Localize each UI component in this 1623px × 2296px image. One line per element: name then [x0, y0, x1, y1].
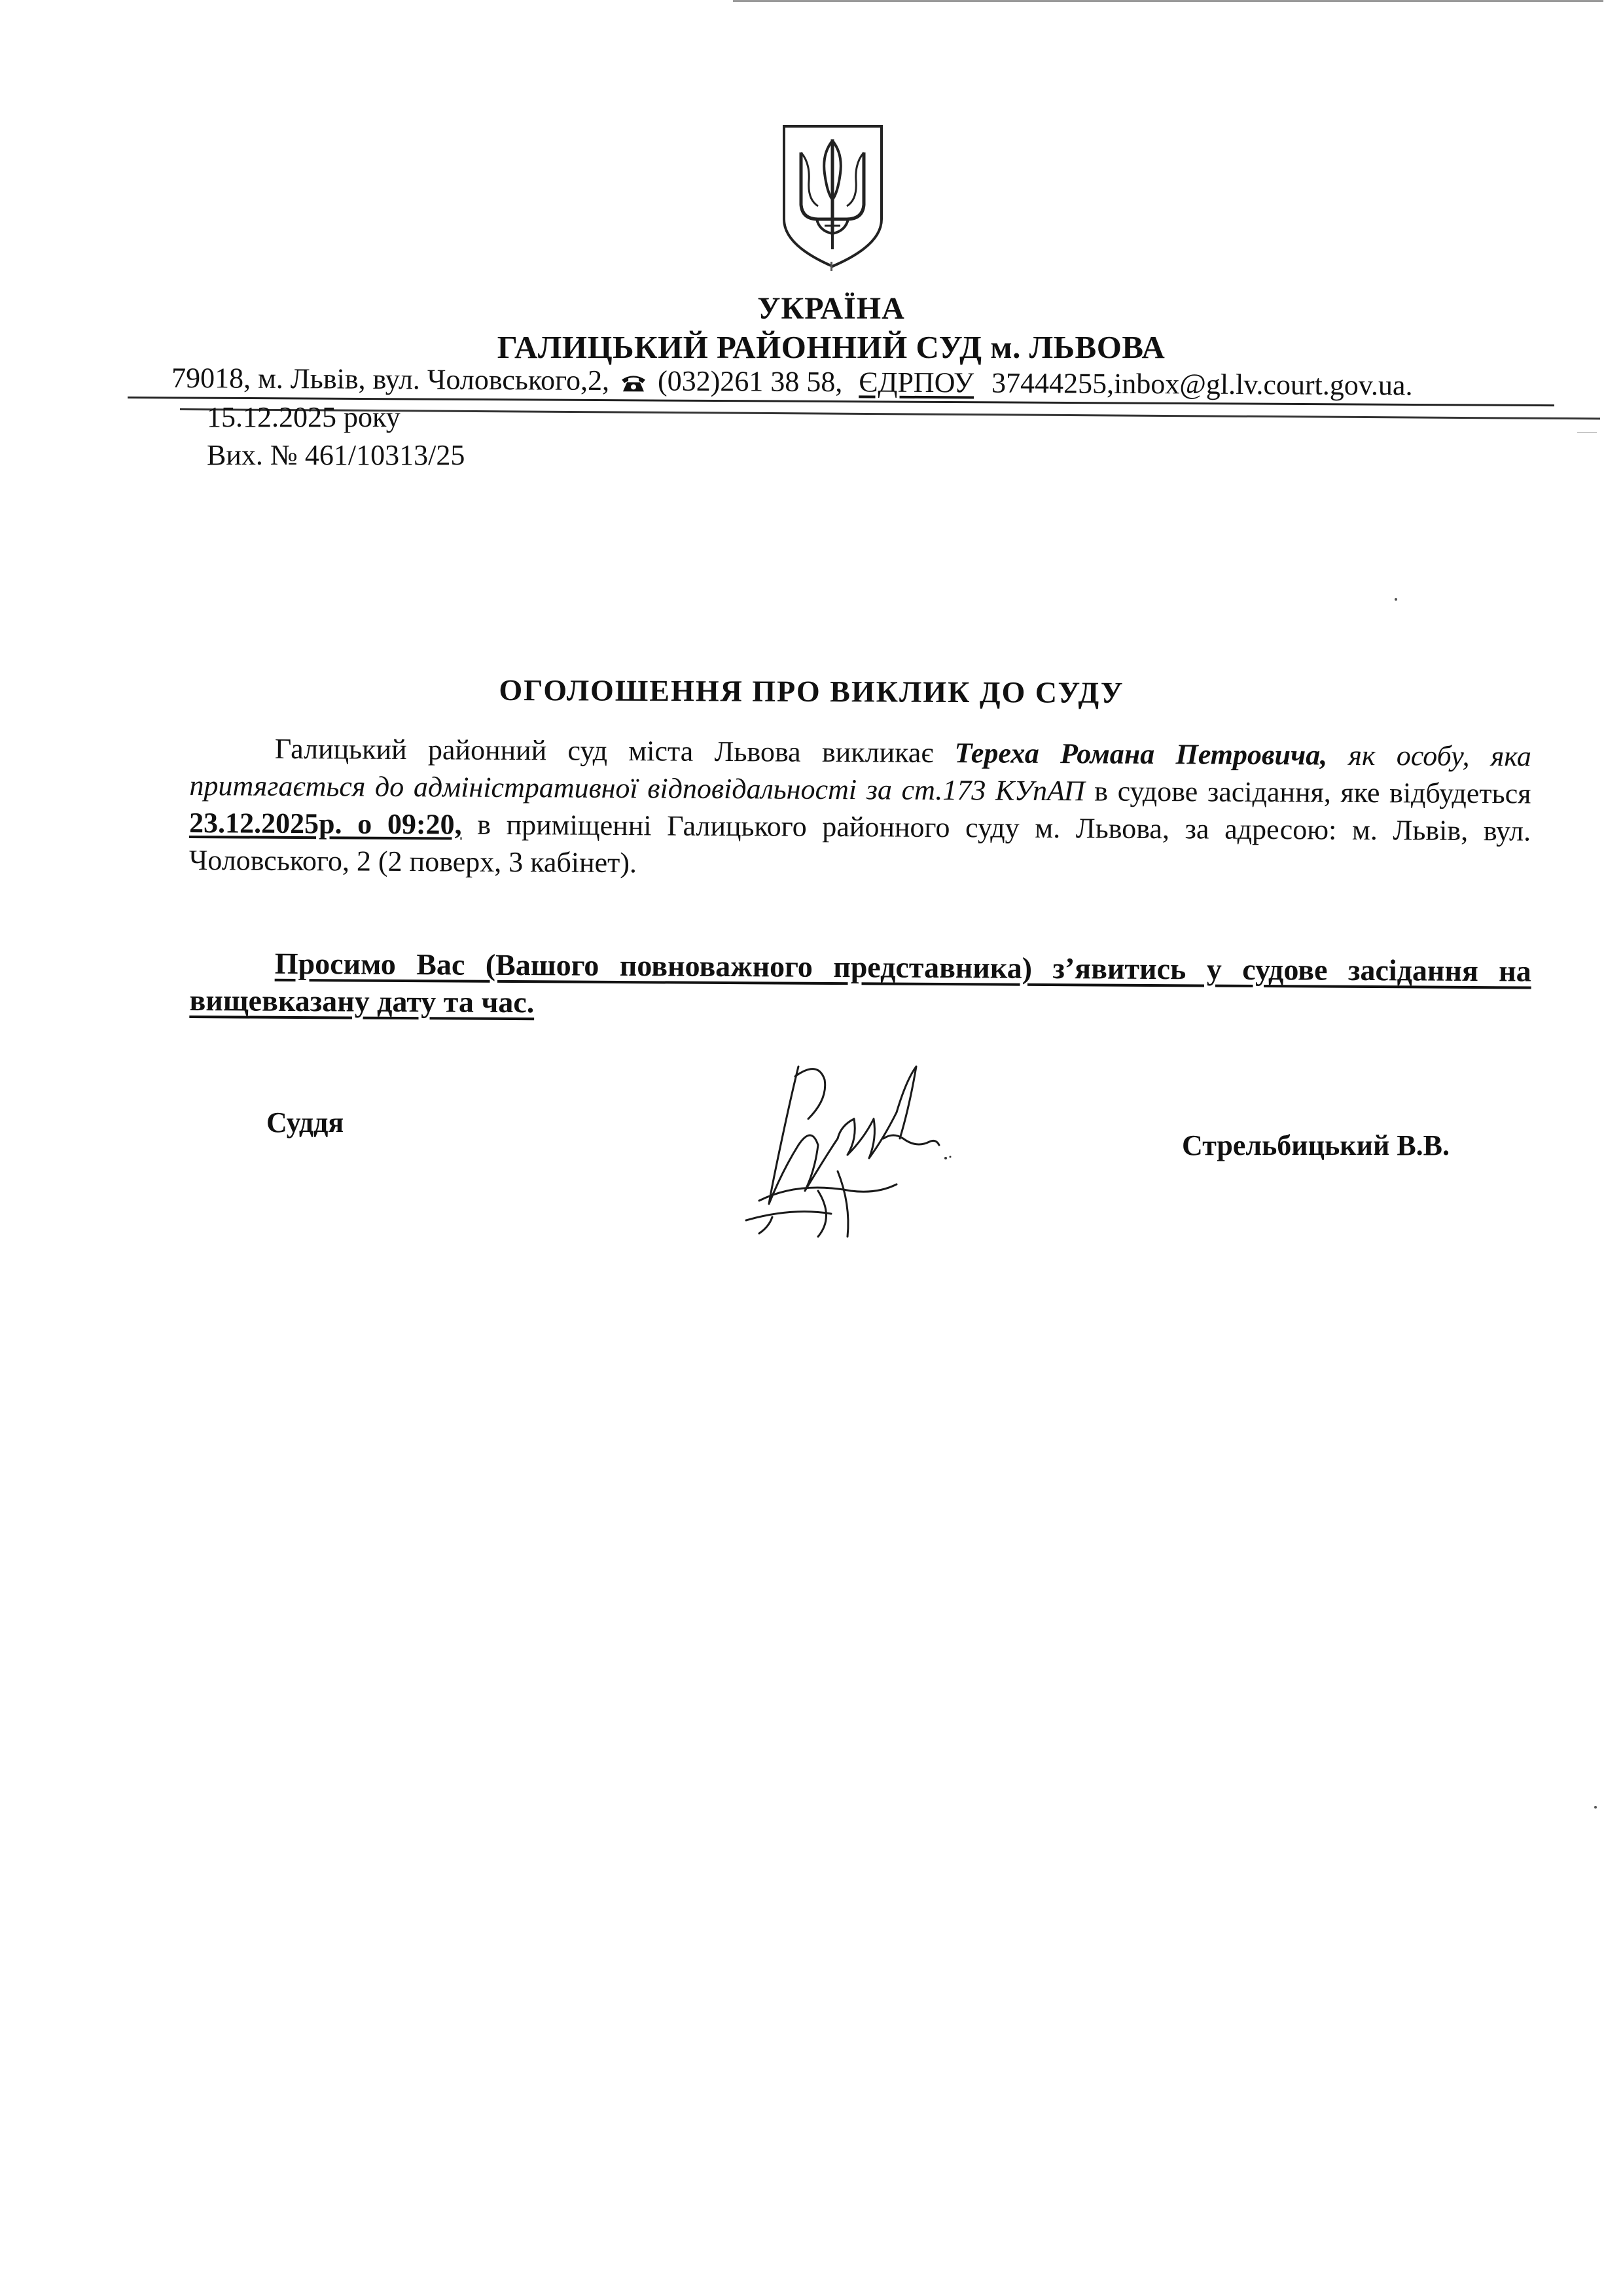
outgoing-number: Вих. № 461/10313/25 [207, 439, 465, 471]
hearing-datetime: 23.12.2025р. о 09:20, [188, 806, 462, 841]
court-address: 79018, м. Львів, вул. Чоловського,2, [171, 362, 610, 397]
country-name: УКРАЇНА [757, 291, 905, 326]
edrpou-email: 37444255,inbox@gl.lv.court.gov.ua. [991, 366, 1413, 402]
summons-mid: в судове засідання, яке відбудеться [1084, 775, 1531, 810]
edrpou-label: ЄДРПОУ [859, 366, 974, 399]
document-date: 15.12.2025 року [207, 401, 401, 433]
scan-dot [1594, 1806, 1597, 1809]
summoned-role: як особу, яка притягається до адміністративної відповідальності за ст.173 КУпАП [189, 739, 1531, 807]
court-name: ГАЛИЦЬКИЙ РАЙОННИЙ СУД м. ЛЬВОВА [497, 329, 1166, 365]
document-title: ОГОЛОШЕННЯ ПРО ВИКЛИК ДО СУДУ [499, 673, 1124, 710]
court-phone: (032)261 38 58, [657, 364, 843, 398]
summoned-person: Тереха Романа Петровича, [954, 737, 1328, 771]
scan-mark [830, 262, 832, 271]
judge-role: Суддя [266, 1106, 344, 1139]
handwritten-signature [720, 1040, 955, 1256]
hearing-place: в приміщенні Галицького районного суду м. Львова, за адресою: м. Львів, вул. Чоловського, 2 (2 поверх, 3 кабінет). [188, 808, 1531, 879]
phone-icon [620, 373, 647, 393]
appearance-request: Просимо Вас (Вашого повноважного представника) з’явитись у судове засідання на вищевказану дату та час. [189, 946, 1531, 1019]
summons-text [189, 730, 1531, 887]
scan-dot [1395, 598, 1397, 601]
judge-name: Стрельбицький В.В. [1182, 1129, 1450, 1161]
scan-edge-line [733, 0, 1603, 2]
coat-of-arms-icon [779, 121, 887, 272]
scan-mark [1577, 432, 1597, 433]
summons-intro: Галицький районний суд міста Львова викликає [274, 732, 955, 769]
